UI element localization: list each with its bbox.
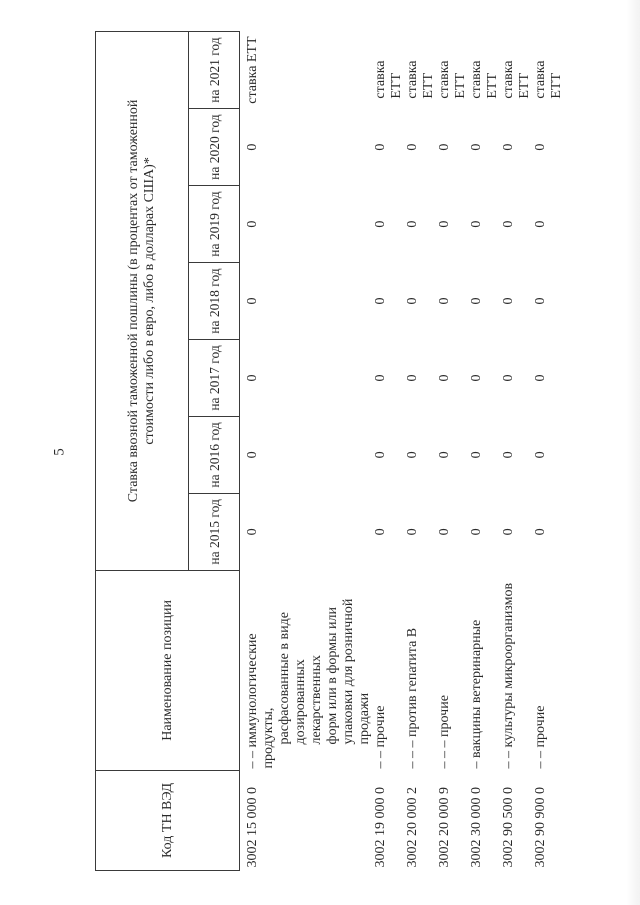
name-line: дозированных лекарственных [293, 654, 324, 745]
row-name: – – – против гепатита В [405, 627, 420, 769]
rate-cell: 0 [405, 374, 420, 382]
rate-cell: 0 [501, 143, 516, 151]
header-year: на 2020 год [189, 109, 240, 186]
table-row [437, 32, 469, 871]
row-name: – – прочие [373, 705, 388, 769]
row-code: 3002 20 000 2 [405, 787, 420, 868]
rate-cell: 0 [437, 451, 452, 459]
row-name: – – прочие [533, 705, 548, 769]
rate-cell: 0 [373, 220, 388, 228]
page-number: 5 [51, 448, 68, 456]
scan-edge-shadow [626, 0, 640, 905]
row-code: 3002 30 000 0 [469, 787, 484, 868]
header-name: Наименование позиции [96, 570, 240, 770]
header-year: на 2015 год [189, 493, 240, 570]
rate-cell: ставка ЕТТ [437, 60, 468, 99]
rate-cell: 0 [437, 528, 452, 536]
table-row [240, 32, 374, 871]
rate-cell: 0 [437, 220, 452, 228]
rate-cell: 0 [469, 528, 484, 536]
rate-cell: 0 [437, 297, 452, 305]
rate-cell: ставка ЕТТ [469, 60, 500, 99]
rate-cell: 0 [501, 374, 516, 382]
name-line: расфасованные в виде [277, 612, 292, 745]
rate-cell: 0 [245, 143, 260, 151]
rate-cell: 0 [373, 374, 388, 382]
header-code: Код ТН ВЭД [96, 770, 240, 870]
row-name: – – – прочие [437, 695, 452, 769]
rate-cell: 0 [245, 220, 260, 228]
rate-cell: 0 [533, 374, 548, 382]
rate-cell: 0 [469, 451, 484, 459]
rate-cell: 0 [373, 297, 388, 305]
rate-cell: 0 [533, 528, 548, 536]
row-code: 3002 19 000 0 [373, 787, 388, 868]
rate-cell: 0 [245, 451, 260, 459]
row-code: 3002 15 000 0 [245, 787, 260, 868]
header-rate: Ставка ввозной таможенной пошлины (в процентах от таможенной стоимости либо в евро, либо в долларах США)* [96, 32, 189, 571]
rate-cell: ставка ЕТТ [245, 36, 260, 104]
rate-cell: ставка ЕТТ [501, 60, 532, 99]
row-code: 3002 20 000 9 [437, 787, 452, 868]
row-code: 3002 90 500 0 [501, 787, 516, 868]
rate-cell: 0 [405, 528, 420, 536]
rate-cell: 0 [373, 528, 388, 536]
row-name: – – культуры микроорганизмов [501, 582, 516, 769]
rate-cell: 0 [501, 297, 516, 305]
rate-cell: 0 [245, 528, 260, 536]
rate-cell: 0 [373, 451, 388, 459]
name-line: иммунологические продукты, [245, 633, 276, 769]
header-year: на 2018 год [189, 263, 240, 340]
rate-cell: 0 [437, 143, 452, 151]
rate-cell: 0 [533, 451, 548, 459]
row-code: 3002 90 900 0 [533, 787, 548, 868]
name-line: форм или в формы или [325, 607, 340, 745]
name-line: упаковки для розничной [341, 598, 356, 745]
rate-cell: 0 [533, 143, 548, 151]
tariff-table [95, 31, 565, 871]
table-row [533, 32, 565, 871]
header-year: на 2019 год [189, 186, 240, 263]
table-row [469, 32, 501, 871]
rate-cell: 0 [405, 297, 420, 305]
row-name: – вакцины ветеринарные [469, 619, 484, 769]
header-year: на 2016 год [189, 416, 240, 493]
rate-cell: 0 [405, 143, 420, 151]
rate-cell: ставка ЕТТ [533, 60, 564, 99]
rate-cell: 0 [437, 374, 452, 382]
rate-cell: 0 [501, 528, 516, 536]
rate-cell: 0 [405, 451, 420, 459]
rate-cell: 0 [469, 220, 484, 228]
rate-cell: 0 [501, 451, 516, 459]
rate-cell: 0 [469, 374, 484, 382]
name-line: продажи [357, 692, 372, 745]
rate-cell: 0 [533, 297, 548, 305]
rate-cell: 0 [373, 143, 388, 151]
rate-cell: 0 [405, 220, 420, 228]
header-year: на 2021 год [189, 32, 240, 109]
table-row [405, 32, 437, 871]
rate-cell: 0 [469, 297, 484, 305]
rate-cell: ставка ЕТТ [405, 60, 436, 99]
row-name [240, 570, 374, 770]
rate-cell: 0 [533, 220, 548, 228]
header-year: на 2017 год [189, 339, 240, 416]
rate-cell: 0 [469, 143, 484, 151]
table-row [501, 32, 533, 871]
rate-cell: ставка ЕТТ [373, 60, 404, 99]
name-prefix: – – [245, 750, 260, 769]
rotated-tariff-table [95, 31, 564, 871]
rate-cell: 0 [501, 220, 516, 228]
table-row [373, 32, 405, 871]
rate-cell: 0 [245, 297, 260, 305]
rate-cell: 0 [245, 374, 260, 382]
